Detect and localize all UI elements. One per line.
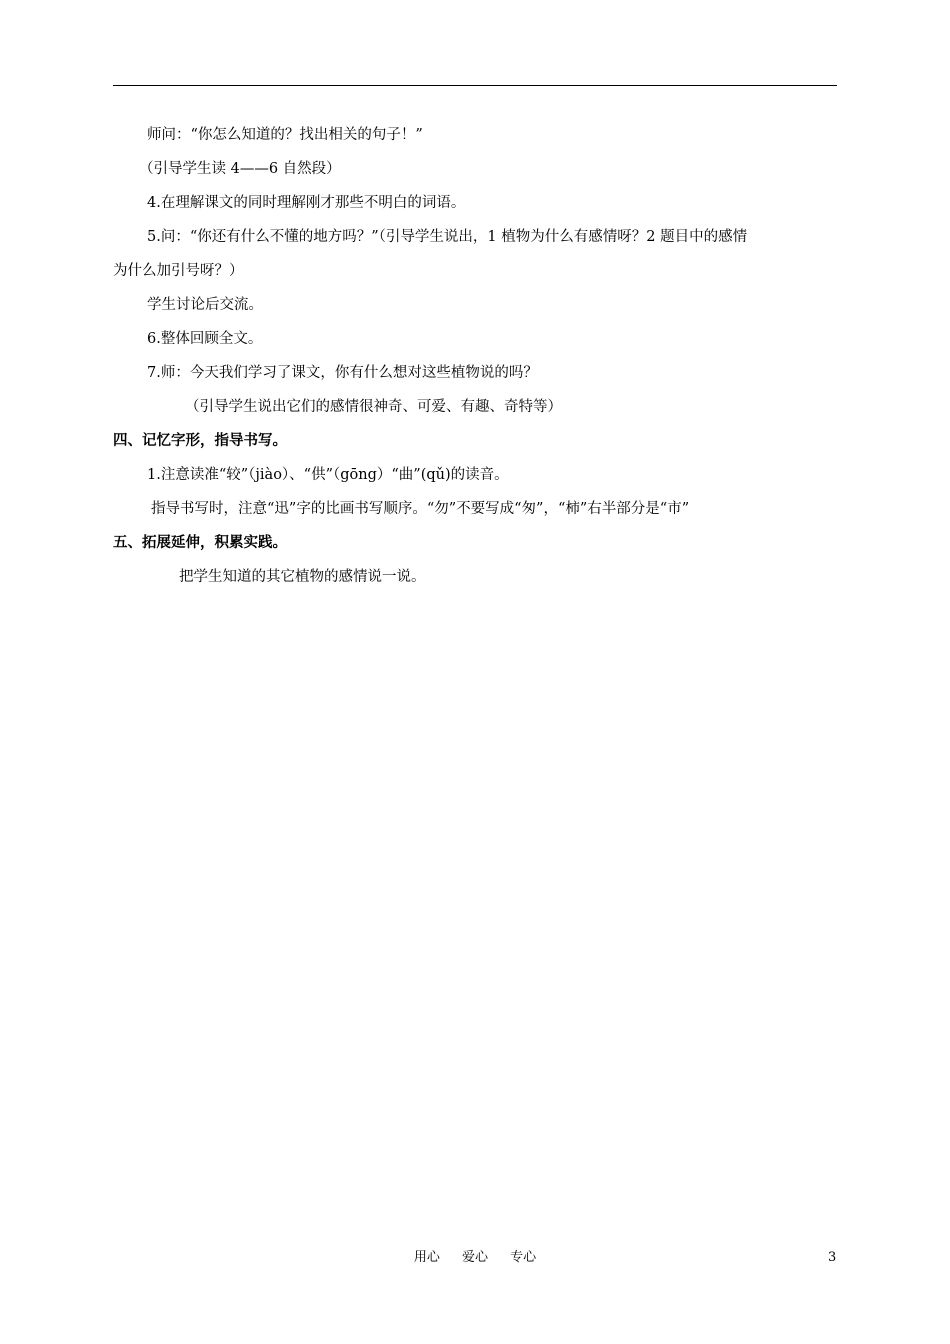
footer-motto-word: 专心 xyxy=(510,1250,537,1265)
header-rule xyxy=(113,85,837,86)
document-body xyxy=(113,118,837,594)
page-number: 3 xyxy=(828,1250,837,1265)
paragraph: 学生讨论后交流。 xyxy=(147,297,263,313)
paragraph: 1.注意读准“较”（jiào）、“供”（gōng）“曲”(qǔ)的读音。 xyxy=(147,467,509,483)
paragraph: 7.师：今天我们学习了课文，你有什么想对这些植物说的吗？ xyxy=(147,365,538,381)
paragraph: 把学生知道的其它植物的感情说一说。 xyxy=(179,569,426,585)
paragraph: 5.问：“你还有什么不懂的地方吗？”（引导学生说出，1 植物为什么有感情呀？2 题目中的感情 xyxy=(147,229,748,245)
paragraph: 师问：“你怎么知道的？找出相关的句子！” xyxy=(147,127,423,143)
paragraph: （引导学生读 4——6 自然段） xyxy=(139,161,341,177)
footer-motto-word: 用心 xyxy=(413,1250,440,1265)
section-heading: 四、记忆字形，指导书写。 xyxy=(113,433,287,449)
paragraph: 4.在理解课文的同时理解刚才那些不明白的词语。 xyxy=(147,195,466,211)
footer-motto-word: 爱心 xyxy=(461,1250,488,1265)
page-footer xyxy=(0,1248,950,1268)
paragraph: （引导学生说出它们的感情很神奇、可爱、有趣、奇特等） xyxy=(185,399,562,415)
paragraph: 为什么加引号呀？） xyxy=(113,263,244,279)
footer-motto xyxy=(0,1248,950,1268)
paragraph: 6.整体回顾全文。 xyxy=(147,331,263,347)
paragraph: 指导书写时，注意“迅”字的比画书写顺序。“勿”不要写成“匆”，“柿”右半部分是“市” xyxy=(151,501,690,517)
section-heading: 五、拓展延伸，积累实践。 xyxy=(113,535,287,551)
